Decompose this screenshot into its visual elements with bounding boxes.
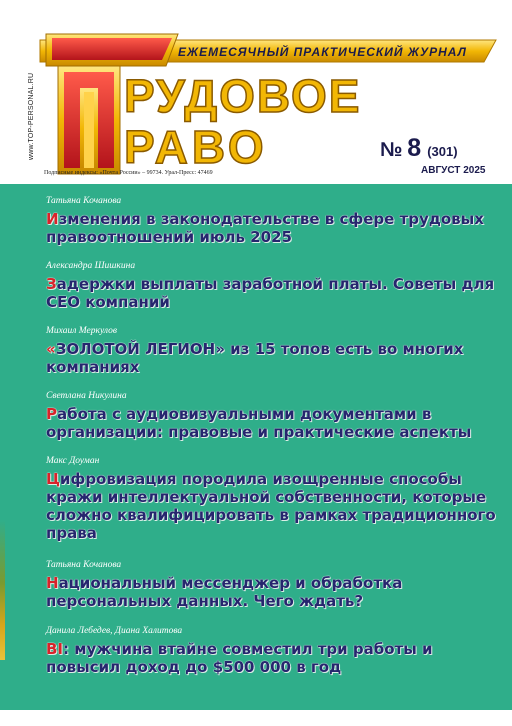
subscription-info: Подписные индексы: «Почта России» – 99734. Урал-Пресс: 47469 bbox=[44, 170, 213, 176]
article-1[interactable] bbox=[46, 196, 496, 246]
bottom-band bbox=[0, 710, 512, 726]
article-author: Михаил Меркулов bbox=[46, 326, 118, 336]
issue-total: (301) bbox=[427, 144, 458, 159]
article-2[interactable] bbox=[46, 261, 496, 311]
article-title[interactable]: Работа с аудиовизуальными документами в организации: правовые и практические аспекты bbox=[46, 405, 472, 441]
article-4[interactable] bbox=[46, 391, 496, 441]
article-author: Татьяна Кочанова bbox=[46, 196, 122, 206]
article-title[interactable]: Цифровизация породила изощренные способы кражи интеллектуальной собственности, которые сложно квалифицировать в рамках традиционного права bbox=[46, 470, 496, 542]
article-title[interactable]: BI: мужчина втайне совместил три работы и повысил доход до $500 000 в год bbox=[46, 640, 433, 676]
article-author: Татьяна Кочанова bbox=[46, 560, 122, 570]
article-title[interactable]: Задержки выплаты заработной платы. Советы для CEO компаний bbox=[46, 275, 495, 311]
issue-block bbox=[380, 134, 458, 163]
journal-type-text: ЕЖЕМЕСЯЧНЫЙ ПРАКТИЧЕСКИЙ ЖУРНАЛ bbox=[178, 45, 467, 59]
issue-number: 8 bbox=[407, 134, 422, 162]
title-line2: РАВО bbox=[124, 121, 268, 173]
article-5[interactable] bbox=[46, 456, 496, 542]
article-author: Александра Шишкина bbox=[46, 261, 136, 271]
website-vertical: www.TOP-PERSONAL.RU bbox=[28, 72, 35, 160]
article-title[interactable]: Изменения в законодательстве в сфере трудовых правоотношений июль 2025 bbox=[46, 210, 484, 246]
article-title[interactable]: «ЗОЛОТОЙ ЛЕГИОН» из 15 топов есть во многих компаниях bbox=[46, 340, 464, 376]
issue-sign: № bbox=[380, 139, 403, 161]
issue-date: АВГУСТ 2025 bbox=[421, 165, 486, 176]
article-title[interactable]: Национальный мессенджер и обработка персональных данных. Чего ждать? bbox=[46, 574, 403, 610]
article-author: Светлана Никулина bbox=[46, 391, 127, 401]
cover-header bbox=[0, 0, 512, 184]
article-author: Макс Доуман bbox=[46, 456, 100, 466]
article-6[interactable] bbox=[46, 560, 496, 610]
article-7[interactable] bbox=[46, 626, 496, 676]
article-author: Данила Лебедев, Диана Халитова bbox=[46, 626, 183, 636]
article-3[interactable] bbox=[46, 326, 496, 376]
title-line1: РУДОВОЕ bbox=[124, 70, 362, 122]
decorative-strip bbox=[0, 520, 5, 660]
